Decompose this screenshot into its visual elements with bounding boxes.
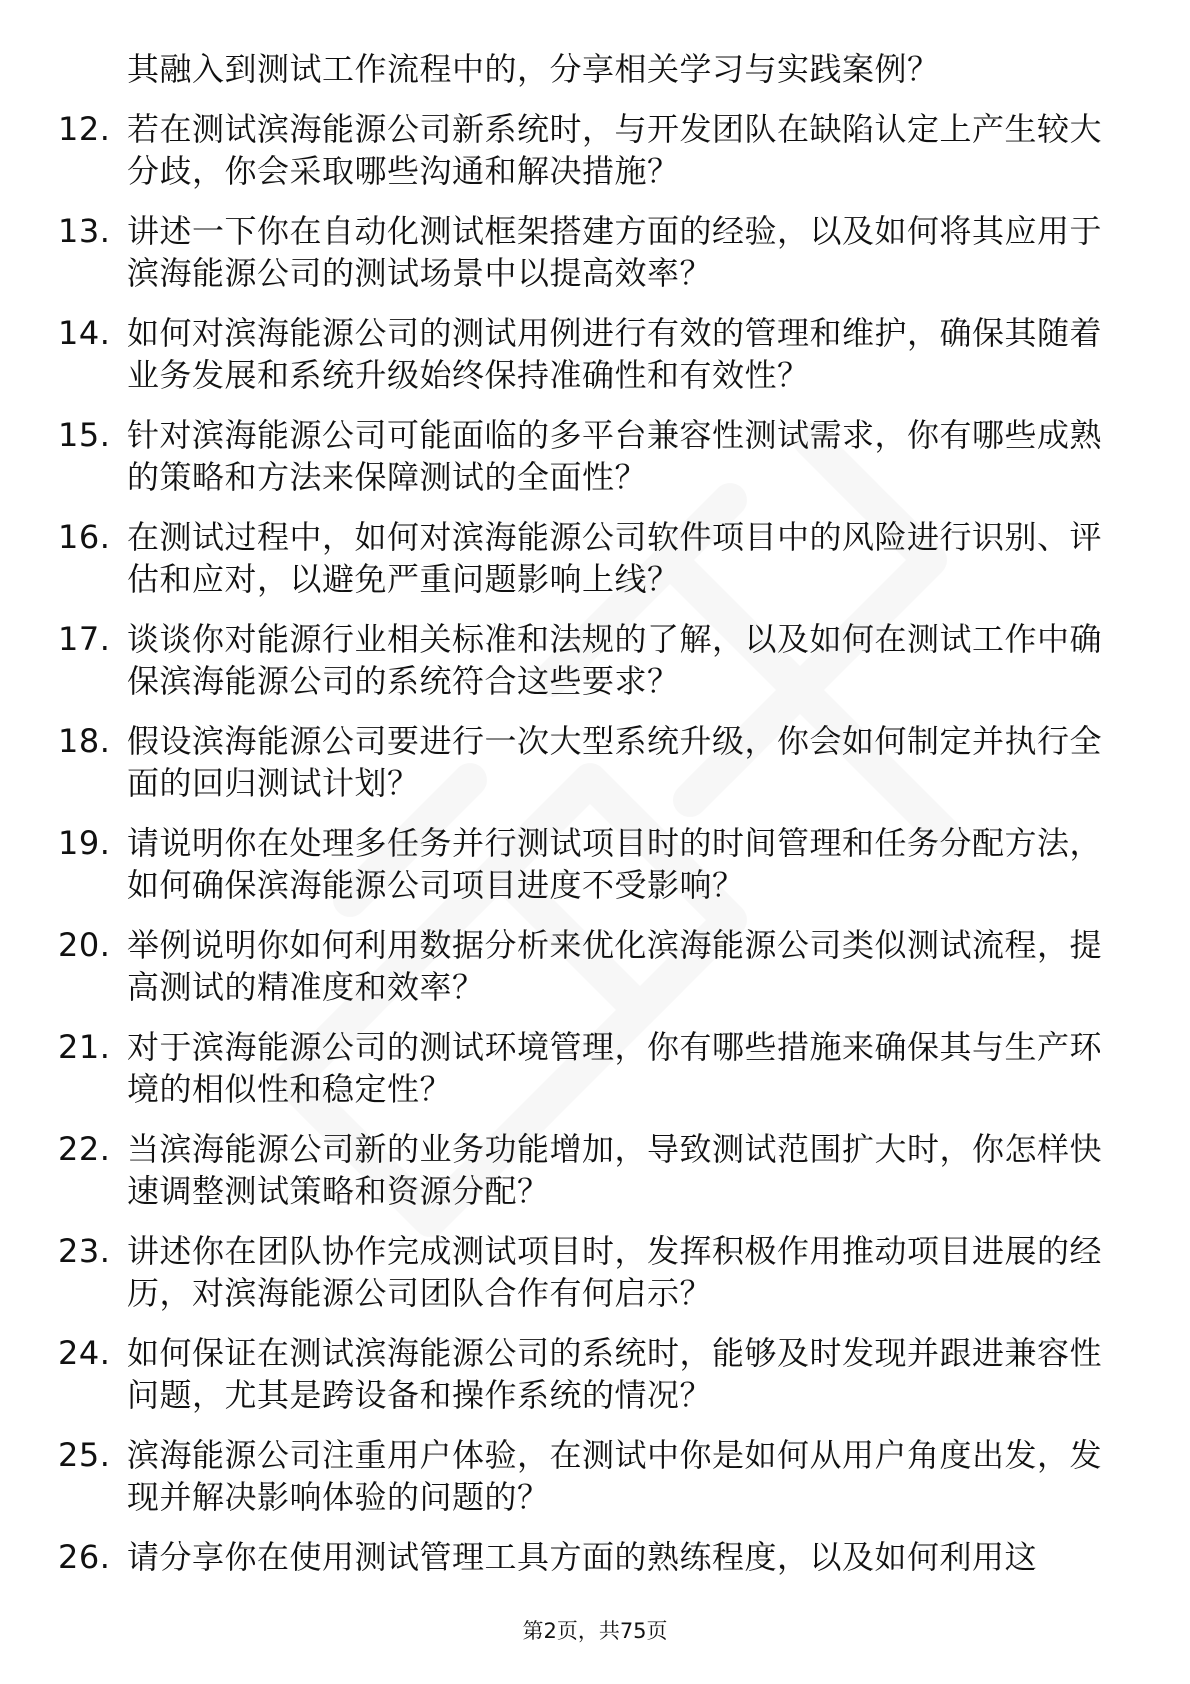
question-text: 讲述一下你在自动化测试框架搭建方面的经验，以及如何将其应用于滨海能源公司的测试场景中以提高效率？ bbox=[127, 212, 1103, 292]
question-item bbox=[58, 720, 1118, 804]
question-item bbox=[58, 618, 1118, 702]
question-text: 讲述你在团队协作完成测试项目时，发挥积极作用推动项目进展的经历，对滨海能源公司团队合作有何启示？ bbox=[127, 1232, 1103, 1312]
question-text: 假设滨海能源公司要进行一次大型系统升级，你会如何制定并执行全面的回归测试计划？ bbox=[127, 722, 1103, 802]
question-number: 22. bbox=[58, 1130, 111, 1168]
question-list bbox=[58, 48, 1118, 1596]
question-number: 19. bbox=[58, 824, 111, 862]
question-number: 20. bbox=[58, 926, 111, 964]
question-text: 请分享你在使用测试管理工具方面的熟练程度，以及如何利用这 bbox=[127, 1538, 1038, 1576]
question-item bbox=[58, 1128, 1118, 1212]
question-text: 谈谈你对能源行业相关标准和法规的了解，以及如何在测试工作中确保滨海能源公司的系统符合这些要求？ bbox=[127, 620, 1103, 700]
question-number: 13. bbox=[58, 212, 111, 250]
question-text: 如何保证在测试滨海能源公司的系统时，能够及时发现并跟进兼容性问题，尤其是跨设备和操作系统的情况？ bbox=[127, 1334, 1103, 1414]
question-number: 26. bbox=[58, 1538, 111, 1576]
continuation-text: 其融入到测试工作流程中的，分享相关学习与实践案例？ bbox=[127, 50, 940, 88]
question-text: 当滨海能源公司新的业务功能增加，导致测试范围扩大时，你怎样快速调整测试策略和资源分配？ bbox=[127, 1130, 1103, 1210]
question-item bbox=[58, 108, 1118, 192]
question-text: 对于滨海能源公司的测试环境管理，你有哪些措施来确保其与生产环境的相似性和稳定性？ bbox=[127, 1028, 1103, 1108]
question-text: 针对滨海能源公司可能面临的多平台兼容性测试需求，你有哪些成熟的策略和方法来保障测试的全面性？ bbox=[127, 416, 1103, 496]
question-number: 12. bbox=[58, 110, 111, 148]
question-item bbox=[58, 312, 1118, 396]
question-text: 在测试过程中，如何对滨海能源公司软件项目中的风险进行识别、评估和应对，以避免严重问题影响上线？ bbox=[127, 518, 1103, 598]
question-item bbox=[58, 1434, 1118, 1518]
question-number: 24. bbox=[58, 1334, 111, 1372]
question-item bbox=[58, 822, 1118, 906]
question-number: 16. bbox=[58, 518, 111, 556]
question-number: 17. bbox=[58, 620, 111, 658]
question-number: 23. bbox=[58, 1232, 111, 1270]
question-text: 若在测试滨海能源公司新系统时，与开发团队在缺陷认定上产生较大分歧，你会采取哪些沟通和解决措施？ bbox=[127, 110, 1103, 190]
question-item bbox=[58, 1536, 1118, 1578]
question-number: 14. bbox=[58, 314, 111, 352]
question-text: 举例说明你如何利用数据分析来优化滨海能源公司类似测试流程，提高测试的精准度和效率？ bbox=[127, 926, 1103, 1006]
question-item bbox=[58, 1332, 1118, 1416]
question-item bbox=[58, 414, 1118, 498]
question-number: 18. bbox=[58, 722, 111, 760]
question-number: 15. bbox=[58, 416, 111, 454]
question-item bbox=[58, 1026, 1118, 1110]
question-text: 请说明你在处理多任务并行测试项目时的时间管理和任务分配方法，如何确保滨海能源公司项目进度不受影响？ bbox=[127, 824, 1103, 904]
question-number: 25. bbox=[58, 1436, 111, 1474]
question-text: 如何对滨海能源公司的测试用例进行有效的管理和维护，确保其随着业务发展和系统升级始终保持准确性和有效性？ bbox=[127, 314, 1103, 394]
question-text: 滨海能源公司注重用户体验，在测试中你是如何从用户角度出发，发现并解决影响体验的问题的？ bbox=[127, 1436, 1103, 1516]
question-item bbox=[58, 210, 1118, 294]
question-item bbox=[58, 924, 1118, 1008]
question-item bbox=[58, 1230, 1118, 1314]
question-item bbox=[58, 516, 1118, 600]
page-number-footer: 第2页，共75页 bbox=[522, 1619, 668, 1643]
question-number: 21. bbox=[58, 1028, 111, 1066]
